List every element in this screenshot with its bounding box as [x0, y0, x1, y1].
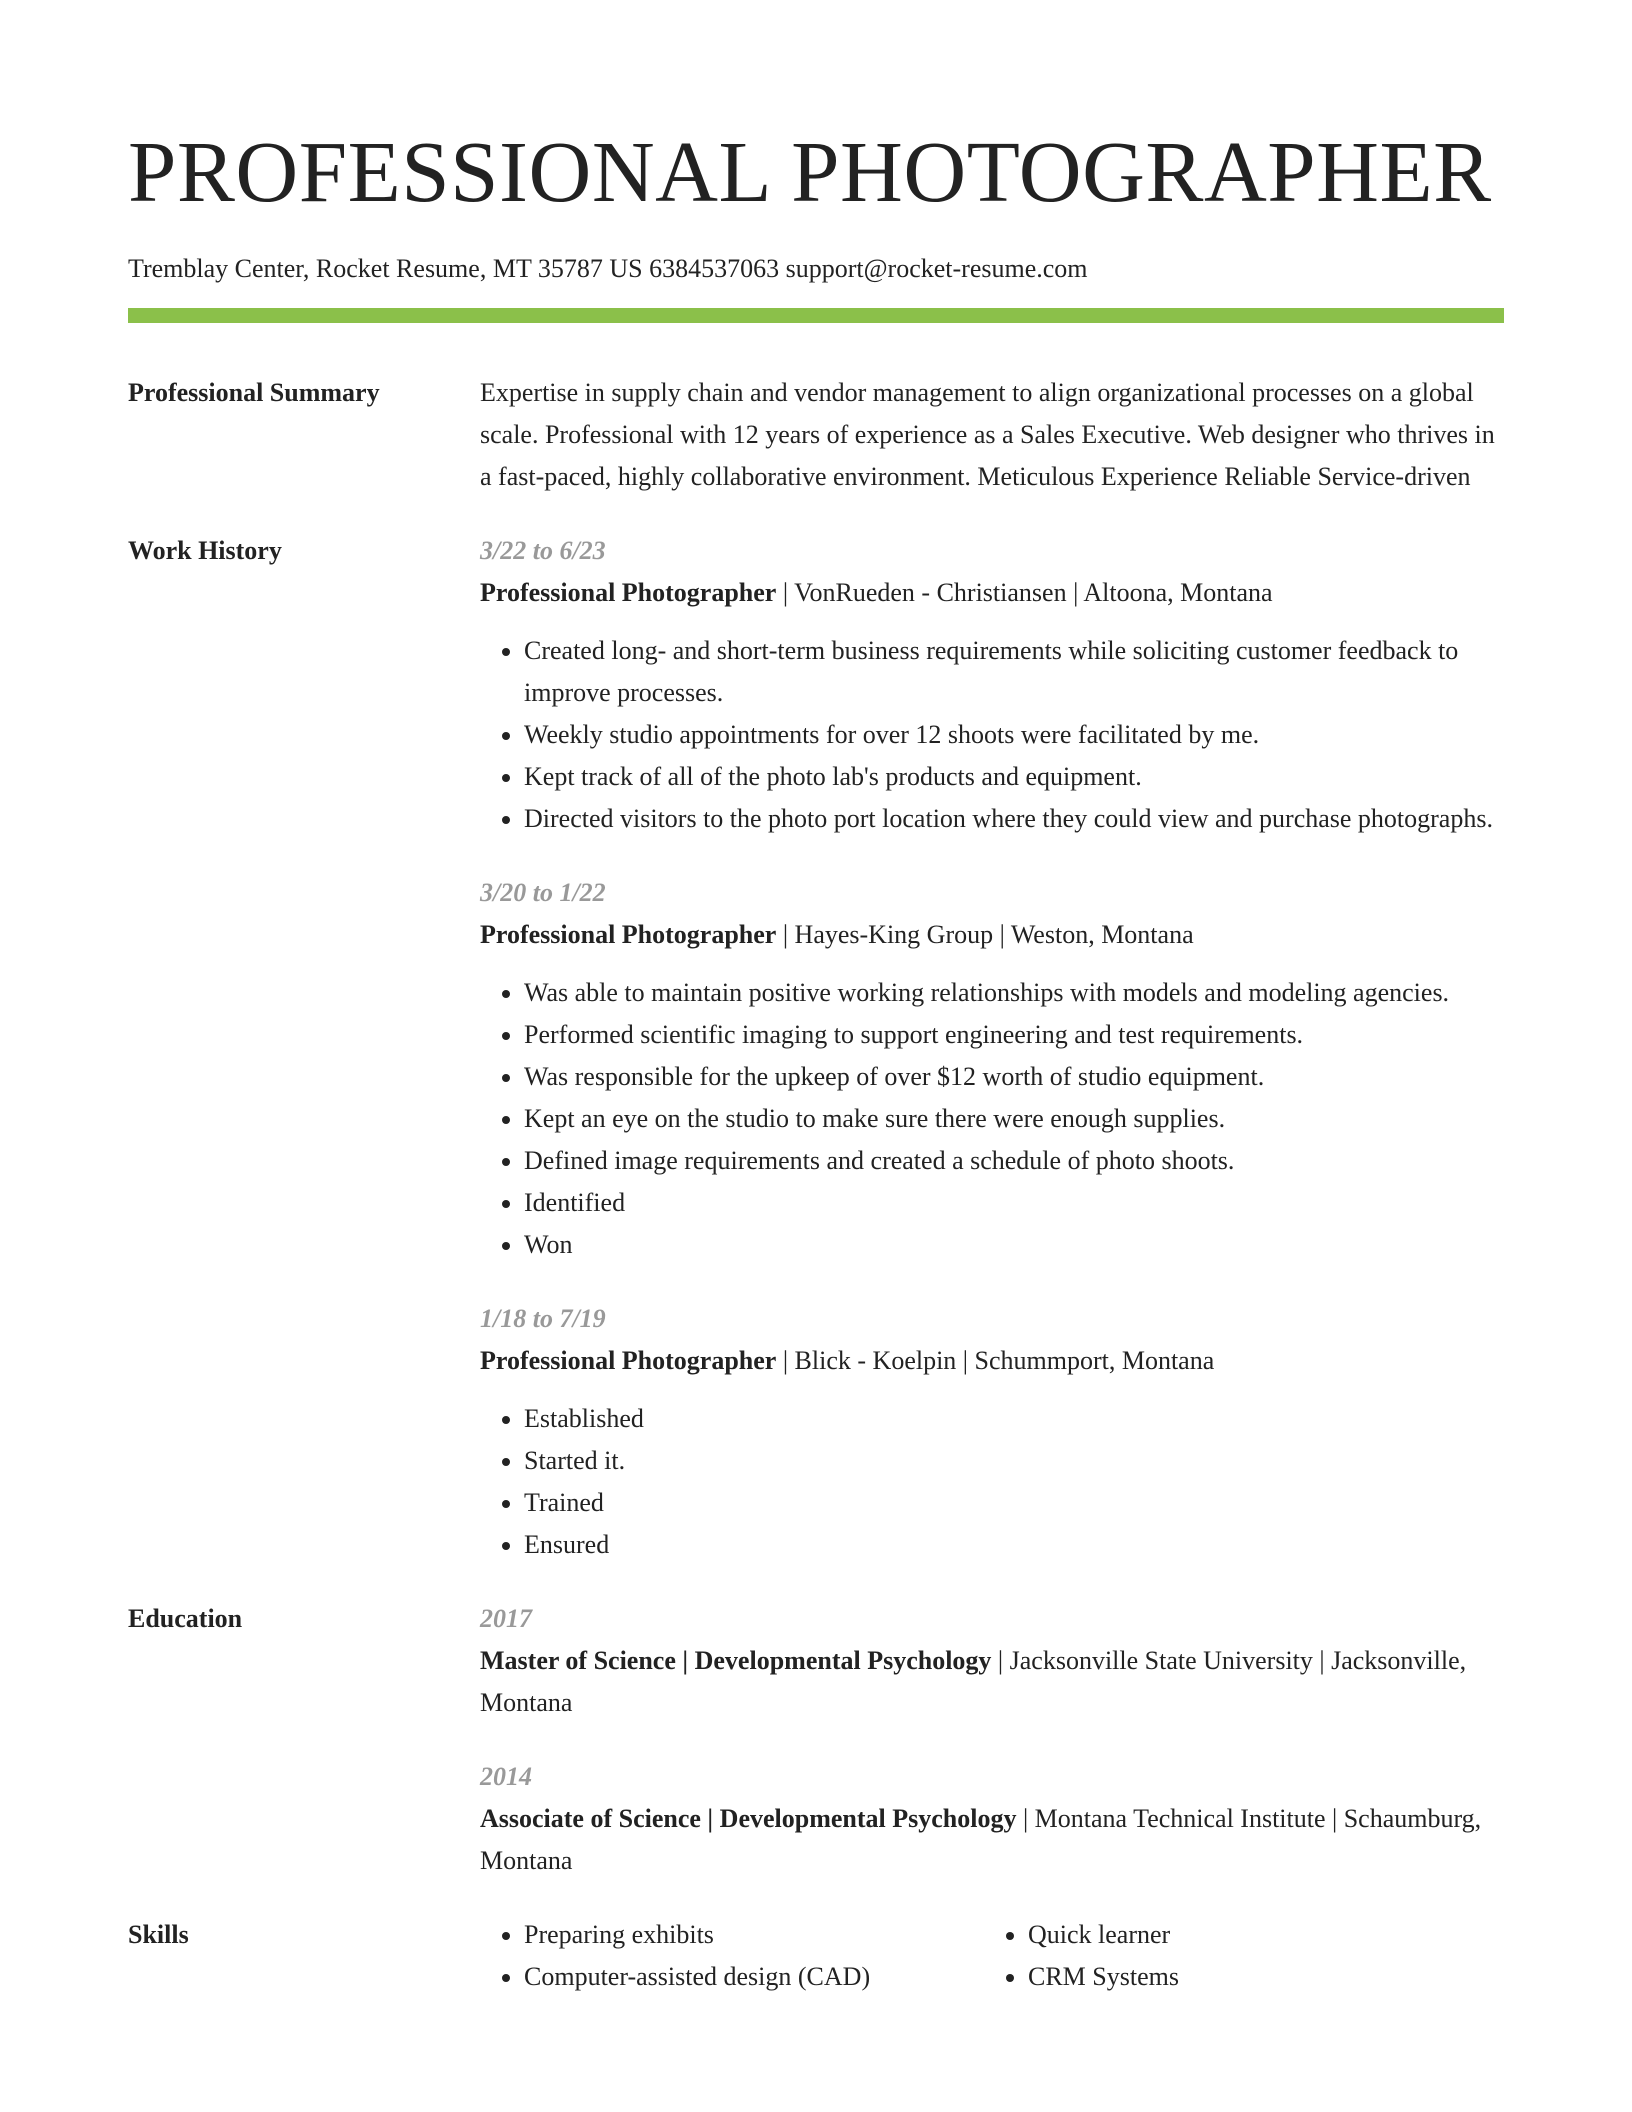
list-item: • Performed scientific imaging to support engineering and test requirements. — [524, 1014, 1504, 1056]
education-body — [480, 1598, 1504, 1882]
job-title-line — [480, 1340, 1504, 1382]
work-history-body — [480, 530, 1504, 1566]
education-section — [128, 1598, 1504, 1882]
list-item: • Won — [524, 1224, 1504, 1266]
list-item: • Was responsible for the upkeep of over $12 worth of studio equipment. — [524, 1056, 1504, 1098]
contact-line: Tremblay Center, Rocket Resume, MT 35787 US 6384537063 support@rocket-resume.com — [128, 254, 1088, 283]
education-year: 2017 — [480, 1604, 532, 1633]
job-entry — [480, 872, 1504, 1266]
job-bullets — [480, 630, 1504, 840]
education-details: | Jacksonville State University | Jacksonville, Montana — [480, 1646, 1467, 1717]
job-title-line — [480, 572, 1504, 614]
education-degree: Associate of Science | Developmental Psychology — [480, 1804, 1017, 1833]
skills-section — [128, 1914, 1504, 1998]
list-item: • Trained — [524, 1482, 1504, 1524]
list-item: • Kept an eye on the studio to make sure there were enough supplies. — [524, 1098, 1504, 1140]
section-title: Professional Summary — [128, 378, 380, 407]
job-role: Professional Photographer — [480, 1346, 777, 1375]
summary-section — [128, 372, 1504, 498]
job-entry — [480, 1298, 1504, 1566]
list-item: • Weekly studio appointments for over 12 shoots were facilitated by me. — [524, 714, 1504, 756]
education-degree: Master of Science | Developmental Psychology — [480, 1646, 992, 1675]
education-line — [480, 1640, 1504, 1724]
list-item: • Defined image requirements and created a schedule of photo shoots. — [524, 1140, 1504, 1182]
education-entry — [480, 1598, 1504, 1724]
summary-text: Expertise in supply chain and vendor management to align organizational processes on a global scale. Professional with 12 years of experience as a Sales Executive. Web designer who thrives in a fast-paced, highly collaborative environment. Meticulous Experience Reliable Service-driven — [480, 378, 1495, 491]
list-item: • Established — [524, 1398, 1504, 1440]
job-role: Professional Photographer — [480, 920, 777, 949]
skills-list-left — [480, 1914, 984, 1998]
job-role: Professional Photographer — [480, 578, 777, 607]
section-title: Work History — [128, 536, 282, 565]
list-item: • Identified — [524, 1182, 1504, 1224]
list-item: • Was able to maintain positive working relationships with models and modeling agencies. — [524, 972, 1504, 1014]
job-details: | Hayes-King Group | Weston, Montana — [776, 920, 1194, 949]
skills-list-right — [984, 1914, 1488, 1998]
job-dates: 3/20 to 1/22 — [480, 878, 606, 907]
job-bullets — [480, 1398, 1504, 1566]
list-item: • Computer-assisted design (CAD) — [524, 1956, 984, 1998]
job-bullets — [480, 972, 1504, 1266]
header-divider — [128, 308, 1504, 323]
job-dates: 1/18 to 7/19 — [480, 1304, 606, 1333]
job-details: | Blick - Koelpin | Schummport, Montana — [776, 1346, 1215, 1375]
work-history-section — [128, 530, 1504, 1566]
list-item: • Started it. — [524, 1440, 1504, 1482]
list-item: • Quick learner — [1028, 1914, 1488, 1956]
education-entry — [480, 1756, 1504, 1882]
job-details: | VonRueden - Christiansen | Altoona, Montana — [776, 578, 1273, 607]
list-item: • Created long- and short-term business requirements while soliciting customer feedback to improve processes. — [524, 630, 1504, 714]
resume-name: PROFESSIONAL PHOTOGRAPHER — [128, 123, 1492, 220]
skills-body — [480, 1914, 1504, 1998]
job-title-line — [480, 914, 1504, 956]
list-item: • CRM Systems — [1028, 1956, 1488, 1998]
list-item: • Kept track of all of the photo lab's products and equipment. — [524, 756, 1504, 798]
list-item: • Directed visitors to the photo port location where they could view and purchase photographs. — [524, 798, 1504, 840]
section-title: Education — [128, 1604, 243, 1633]
list-item: • Ensured — [524, 1524, 1504, 1566]
list-item: • Preparing exhibits — [524, 1914, 984, 1956]
section-title: Skills — [128, 1920, 189, 1949]
job-dates: 3/22 to 6/23 — [480, 536, 606, 565]
job-entry — [480, 530, 1504, 840]
education-details: | Montana Technical Institute | Schaumburg, Montana — [480, 1804, 1482, 1875]
education-year: 2014 — [480, 1762, 532, 1791]
education-line — [480, 1798, 1504, 1882]
